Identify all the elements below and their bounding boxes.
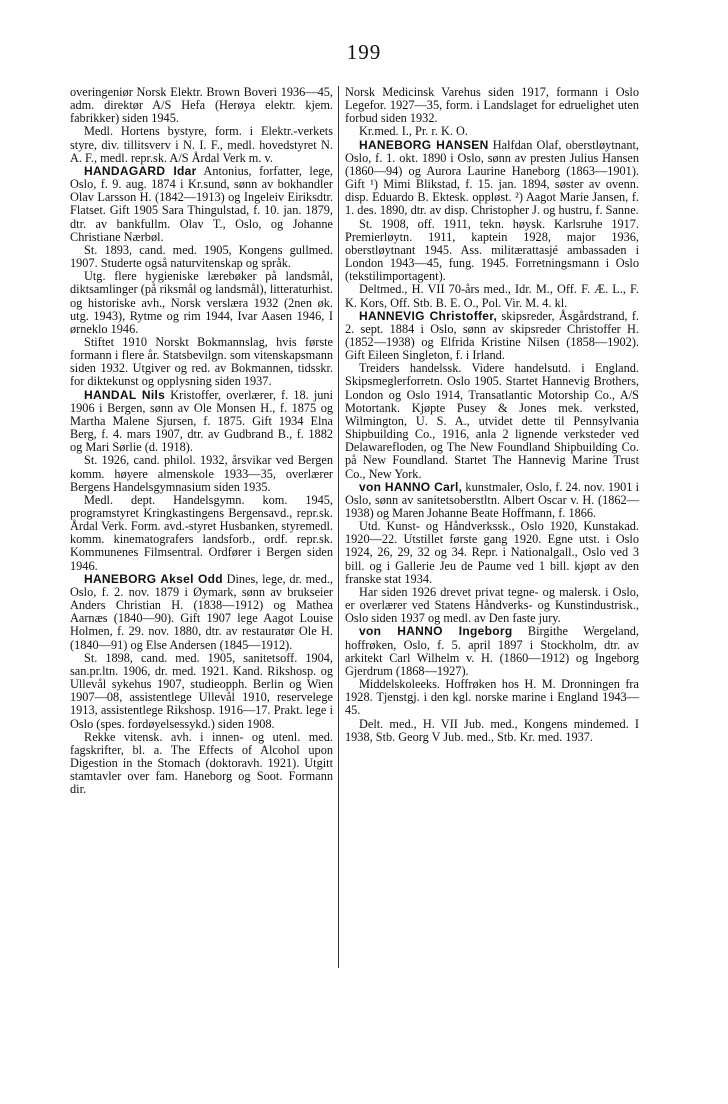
left-paragraph-8: St. 1926, cand. philol. 1932, årsvikar ved Bergen komm. høyere almenskole 1933—35, overlærer Bergens Handelsgymnasium siden 1935. bbox=[70, 453, 333, 494]
entry-hannevig-christoffer: HANNEVIG Christoffer, skipsreder, Åsgårdstrand, f. 2. sept. 1884 i Oslo, sønn av skipsreder Christoffer H. (1852—1938) og Elfrida Kristine Nilsen (1858—1902). Gift Eileen Singleton, f. i Irland. bbox=[345, 308, 640, 363]
left-paragraph-6: Stiftet 1910 Norskt Bokmannslag, hvis første formann i flere år. Statsbevilgn. som vitenskapsmann siden 1932. Utgiver og red. av Bokmannen, tidsskr. for diktekunst og opplysning siden 1937. bbox=[70, 334, 333, 389]
entry-headword: HANNEVIG Christoffer, bbox=[359, 308, 498, 323]
left-paragraph-2: Medl. Hortens bystyre, form. i Elektr.-verkets styre, div. tillitsverv i N. I. F., medl. hovedstyret N. A. F., medl. repr.sk. A/S Årdal Verk m. v. bbox=[70, 124, 333, 165]
column-divider bbox=[338, 86, 339, 968]
right-paragraph-9: Utd. Kunst- og Håndverkssk., Oslo 1920, Kunstakad. 1920—22. Utstillet første gang 1920. Egne utst. i Oslo 1924, 26, 29, 32 og 34. Repr. i Nationalgall., Oslo ved 3 bill. og i Gallerie Jeu de Paume ved 1 bill. kjøpt av den franske stat 1934. bbox=[345, 519, 639, 586]
entry-handal-nils: HANDAL Nils Kristoffer, overlærer, f. 18. juni 1906 i Bergen, sønn av Ole Monsen H., f. 1875 og Martha Malene Sjursen, f. 1875. Gift 1934 Elna Berg, f. 4. mars 1907, dtr. av Gudbrand B., f. 1882 og Mari Sørlie (d. 1918). bbox=[70, 387, 333, 455]
right-paragraph-10: Har siden 1926 drevet privat tegne- og malersk. i Oslo, er overlærer ved Statens Håndverks- og Kunstindustrisk., Oslo siden 1937 og medl. av Den faste jury. bbox=[345, 584, 639, 626]
entry-haneborg-hansen: HANEBORG HANSEN Halfdan Olaf, oberstløytnant, Oslo, f. 1. okt. 1890 i Oslo, sønn av presten Julius Hansen (1860—94) og Aurora Laurine Haneborg (1863—1901). Gift ¹) Mimi Blikstad, f. 15. jan. 1894, søster av ovenn. disp. Eduardo B. Ektesk. oppløst. ²) Aagot Marie Jansen, f. 1. des. 1890, dtr. av disp. Christopher J. og hustru, f. Sanne. bbox=[345, 137, 639, 218]
entry-headword: von HANNO Ingeborg bbox=[359, 624, 513, 639]
entry-haneborg-aksel-odd: HANEBORG Aksel Odd Dines, lege, dr. med., Oslo, f. 2. nov. 1879 i Øymark, sønn av brukseier Anders Christian H. (1838—1912) og Mathea Aarnæs (1840—90). Gift 1907 lege Aagot Louise Holmen, f. 29. nov. 1880, dtr. av restauratør Ole H. (1840—91) og Else Andersen (1845—1912). bbox=[70, 571, 334, 652]
right-paragraph-13: Delt. med., H. VII Jub. med., Kongens mindemed. I 1938, Stb. Georg V Jub. med., Stb. Kr. med. 1937. bbox=[345, 716, 639, 744]
right-paragraph-2: Kr.med. I., Pr. r. K. O. bbox=[359, 124, 468, 139]
entry-headword: HANDAGARD Idar bbox=[84, 163, 197, 178]
left-paragraph-11: St. 1898, cand. med. 1905, sanitetsoff. 1904, san.pr.ltn. 1906, dr. med. 1921. Kand. Rikshosp. og Ullevål sykehus 1907, studieopph. Berlin og Wien 1907—08, assistentlege Ullevål 1910, reservelege 1913, assistentlege Rikshosp. 1916—17. Prakt. lege i Oslo (spes. fordøyelsessykd.) siden 1908. bbox=[70, 650, 333, 731]
entry-handagard-idar: HANDAGARD Idar Antonius, forfatter, lege, Oslo, f. 9. aug. 1874 i Kr.sund, sønn av bokhandler Olav Larsson H. (1842—1913) og Ingeleiv Eiriksdtr. Flatset. Gift 1905 Sara Thingulstad, f. 10. jan. 1879, dtr. av bankfullm. Olav T., Oslo, og Johanne Christiane Nærbøl. bbox=[70, 163, 333, 244]
right-paragraph-7: Treiders handelssk. Videre handelsutd. i England. Skipsmeglerforretn. Oslo 1905. Startet Hannevig Brothers, London og Oslo 1914, Transatlantic Motorship Co., A/S Motortank. Kjøpte Pusey & Jones mek. verksted, Wilmington, U. S. A., utvidet dette til Pennsylvania Shipbuilding Co., 1916, anla 2 lignende verksteder ved Delawarefloden, og The New Foundland Shipbuilding Co. på New Foundland. Startet The Hannevig Marine Trust Co., New York. bbox=[345, 361, 639, 481]
entry-headword: HANEBORG Aksel Odd bbox=[84, 571, 223, 586]
entry-headword: von HANNO Carl, bbox=[359, 479, 463, 494]
entry-headword: HANDAL Nils bbox=[84, 387, 166, 402]
entry-von-hanno-carl: von HANNO Carl, kunstmaler, Oslo, f. 24. nov. 1901 i Oslo, sønn av sanitetsoberstltn. Albert Oscar v. H. (1862—1938) og Maren Johanne Beate Hoffmann, f. 1866. bbox=[345, 479, 639, 520]
right-paragraph-4: St. 1908, off. 1911, tekn. høysk. Karlsruhe 1917. Premierløytn. 1911, kaptein 1928, major 1936, oberstløytnant 1945. Ass. militærattasjé ambassaden i London 1943—45, fung. 1945. Forretningsmann i Oslo (tekstilimportagent). bbox=[345, 216, 639, 284]
left-paragraph-5: Utg. flere hygieniske lærebøker på landsmål, diktsamlinger (på riksmål og landsmål), litteraturhist. og historiske avh., Norsk verslæra 1932 (2nen øk. utg. 1943), Rytme og rim 1944, Ivar Aasen 1946, I ørneklo 1946. bbox=[70, 269, 333, 336]
right-column bbox=[345, 86, 639, 744]
right-paragraph-1: Norsk Medicinsk Varehus siden 1917, formann i Oslo Legefor. 1927—35, form. i Landslaget for edruelighet uten forbud siden 1932. bbox=[345, 85, 639, 126]
left-paragraph-4: St. 1893, cand. med. 1905, Kongens gullmed. 1907. Studerte også naturvitenskap og språk. bbox=[70, 242, 333, 271]
right-paragraph-12: Middelskoleeks. Hoffrøken hos H. M. Dronningen fra 1928. Tjenstgj. i den kgl. norske marine i England 1943—45. bbox=[345, 677, 639, 718]
entry-headword: HANEBORG HANSEN bbox=[359, 137, 489, 152]
left-paragraph-12: Rekke vitensk. avh. i innen- og utenl. med. fagskrifter, bl. a. The Effects of Alcohol upon Digestion in the Stomach (doktoravh. 1921). Utgitt stamtavler over fam. Haneborg og Soot. Formann dir. bbox=[70, 729, 333, 797]
left-paragraph-9: Medl. dept. Handelsgymn. kom. 1945, programstyret Kringkastingens Bergensavd., repr.sk. Årdal Verk. Form. avd.-styret Husbanken, styremedl. komm. kinematografers landsforb., ordf. repr.sk. Kommunenes Filmsentral. Ordfører i Bergen siden 1946. bbox=[70, 492, 333, 573]
page-number: 199 bbox=[346, 40, 382, 64]
entry-von-hanno-ingeborg: von HANNO Ingeborg Birgithe Wergeland, hoffrøken, Oslo, f. 5. april 1897 i Stockholm, dtr. av arkitekt Carl Wilhelm v. H. (1860—1912) og Ingeborg Gjerdrum (1868—1927). bbox=[345, 624, 640, 678]
left-column bbox=[70, 86, 333, 796]
left-paragraph-1: overingeniør Norsk Elektr. Brown Boveri 1936—45, adm. direktør A/S Hefa (Herøya elektr. kjem. fabrikker) siden 1945. bbox=[70, 85, 333, 126]
right-paragraph-5: Deltmed., H. VII 70-års med., Idr. M., Off. F. Æ. L., F. K. Kors, Off. Stb. B. E. O., Pol. Vir. M. 4. kl. bbox=[345, 282, 639, 310]
